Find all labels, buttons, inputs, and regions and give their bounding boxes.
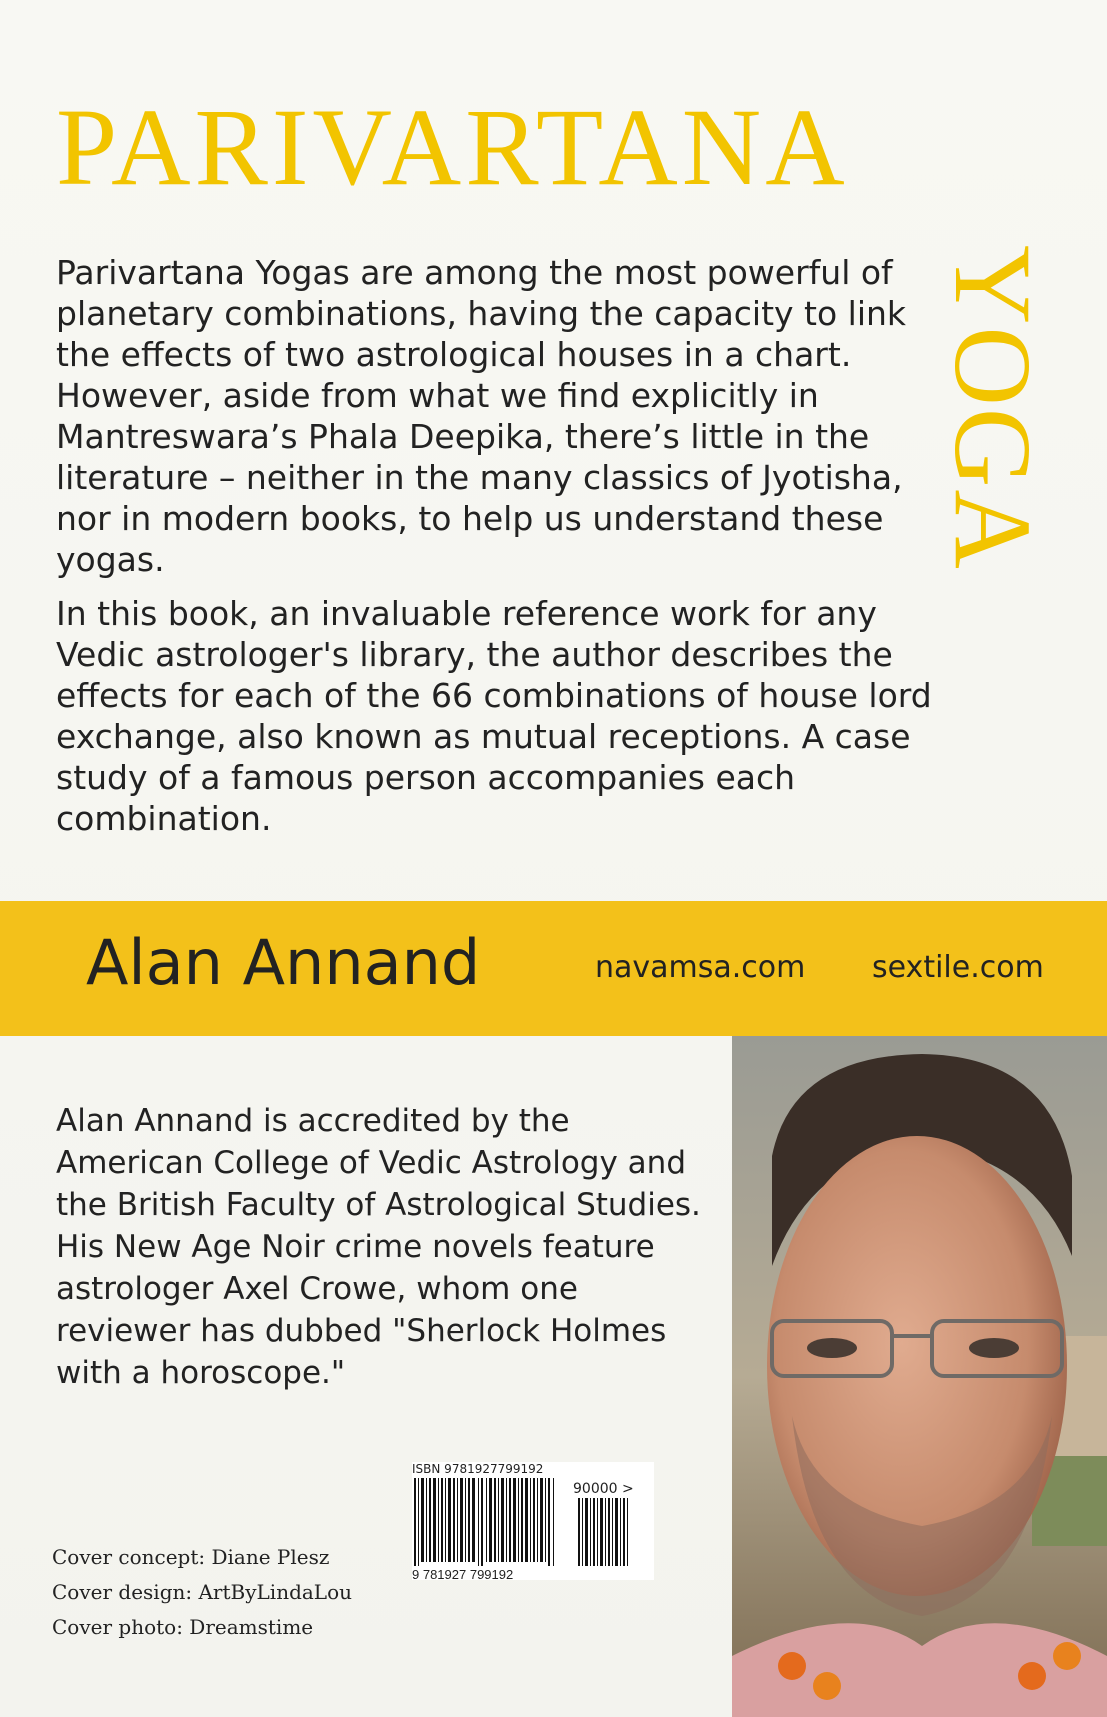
isbn-label: ISBN 9781927799192	[412, 1462, 544, 1476]
book-title-vertical-text: YOGA	[932, 245, 1054, 571]
price-code: 90000 >	[573, 1481, 634, 1497]
author-portrait-icon	[732, 1036, 1107, 1717]
author-photo	[732, 1036, 1107, 1717]
website-sextile: sextile.com	[872, 950, 1044, 985]
book-title-horizontal: PARIVARTANA	[56, 86, 849, 208]
blurb-paragraph-1: Parivartana Yogas are among the most powerful of planetary combinations, having the capacity to link the effects of two astrological houses in a chart. However, aside from what we find explicitly in Mantreswara’s Phala Deepika, there’s little in the literature – neither in the many classics of Jyotisha, nor in modern books, to help us understand these yogas.	[56, 253, 907, 579]
barcode-icon	[412, 1478, 567, 1566]
author-bio: Alan Annand is accredited by the American College of Vedic Astrology and the British Faculty of Astrological Studies. His New Age Noir crime novels feature astrologer Axel Crowe, whom one reviewer has dubbed "Sherlock Holmes with a horoscope."	[56, 1103, 701, 1391]
credit-cover-design: Cover design: ArtByLindaLou	[52, 1580, 352, 1604]
isbn-digits: 9 781927 799192	[412, 1567, 514, 1582]
isbn-barcode	[412, 1462, 654, 1580]
blurb-paragraph-2: In this book, an invaluable reference work for any Vedic astrologer's library, the author describes the effects for each of the 66 combinations of house lord exchange, also known as mutual receptions. A case study of a famous person accompanies each combination.	[56, 594, 932, 838]
cover-credits	[52, 1540, 352, 1645]
website-navamsa: navamsa.com	[595, 950, 806, 985]
credit-cover-photo: Cover photo: Dreamstime	[52, 1615, 314, 1639]
credit-cover-concept: Cover concept: Diane Plesz	[52, 1545, 330, 1569]
book-title-vertical	[930, 245, 1054, 665]
price-barcode-icon	[577, 1498, 637, 1566]
author-name: Alan Annand	[86, 926, 481, 999]
